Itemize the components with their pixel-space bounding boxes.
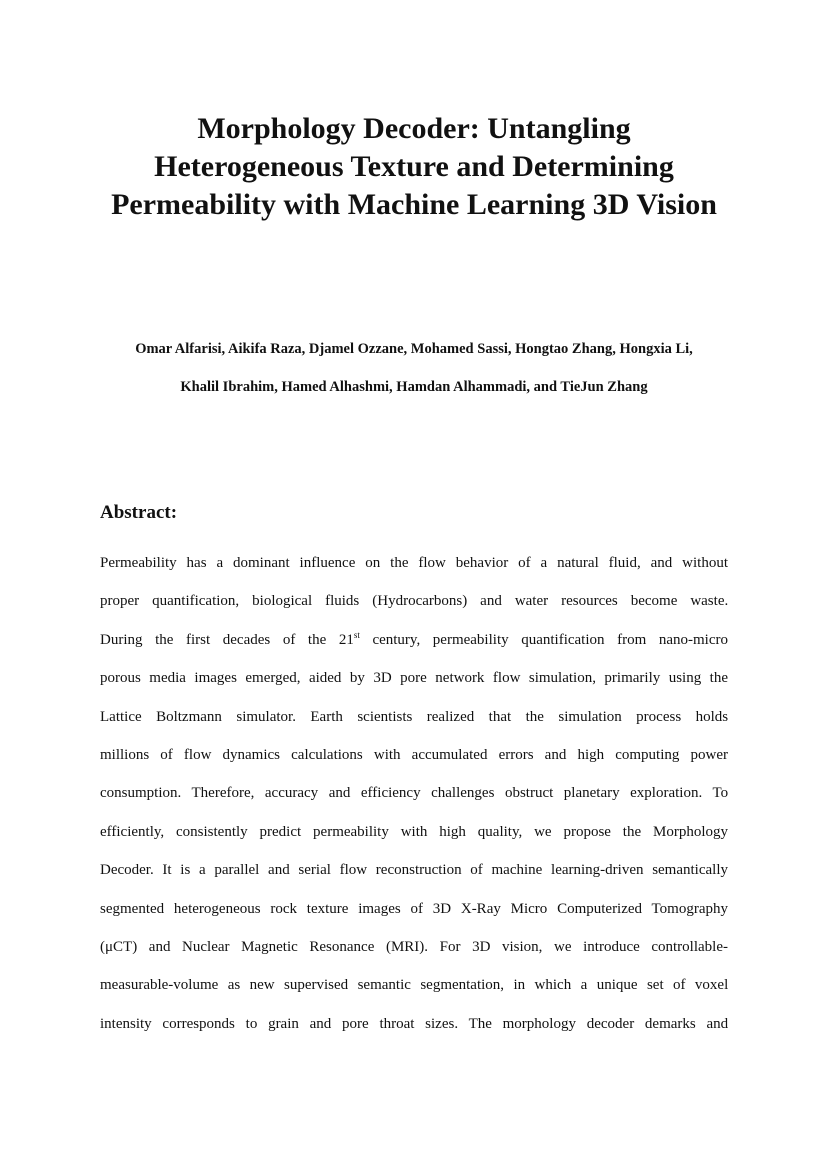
abstract-line: segmented heterogeneous rock texture images of 3D X-Ray Micro Computerized Tomography — [100, 900, 728, 917]
abstract-line: Lattice Boltzmann simulator. Earth scientists realized that the simulation process holds — [100, 708, 729, 725]
abstract-line: efficiently, consistently predict permeability with high quality, we propose the Morphology — [100, 823, 728, 840]
abstract-line: proper quantification, biological fluids (Hydrocarbons) and water resources become waste. — [100, 593, 729, 610]
author-list — [100, 330, 728, 406]
abstract-heading: Abstract: — [100, 502, 178, 523]
abstract-body — [100, 550, 728, 1049]
abstract-text: During the first decades of the 21 — [100, 631, 354, 648]
abstract-line: measurable-volume as new supervised semantic segmentation, in which a unique set of voxel — [100, 977, 729, 994]
ordinal-superscript: st — [353, 629, 360, 640]
abstract-line: porous media images emerged, aided by 3D pore network flow simulation, primarily using the — [100, 670, 728, 687]
abstract-line: Permeability has a dominant influence on the flow behavior of a natural fluid, and without — [100, 555, 728, 571]
author-line-1: Omar Alfarisi, Aikifa Raza, Djamel Ozzane, Mohamed Sassi, Hongtao Zhang, Hongxia Li, — [135, 341, 693, 357]
abstract-line: millions of flow dynamics calculations with accumulated errors and high computing power — [100, 746, 728, 763]
author-line-2: Khalil Ibrahim, Hamed Alhashmi, Hamdan Alhammadi, and TieJun Zhang — [180, 379, 648, 395]
abstract-line: consumption. Therefore, accuracy and efficiency challenges obstruct planetary exploration. To — [100, 785, 729, 802]
abstract-line — [100, 627, 728, 665]
paper-title: Morphology Decoder: Untangling Heterogeneous Texture and Determining Permeability with Machine Learning 3D Vision — [111, 112, 717, 221]
abstract-line: (μCT) and Nuclear Magnetic Resonance (MRI). For 3D vision, we introduce controllable- — [100, 938, 728, 955]
abstract-line: intensity corresponds to grain and pore throat sizes. The morphology decoder demarks and — [100, 1015, 729, 1032]
abstract-line: Decoder. It is a parallel and serial flow reconstruction of machine learning-driven semantically — [100, 862, 728, 879]
abstract-text: century, permeability quantification from nano-micro — [359, 631, 728, 648]
